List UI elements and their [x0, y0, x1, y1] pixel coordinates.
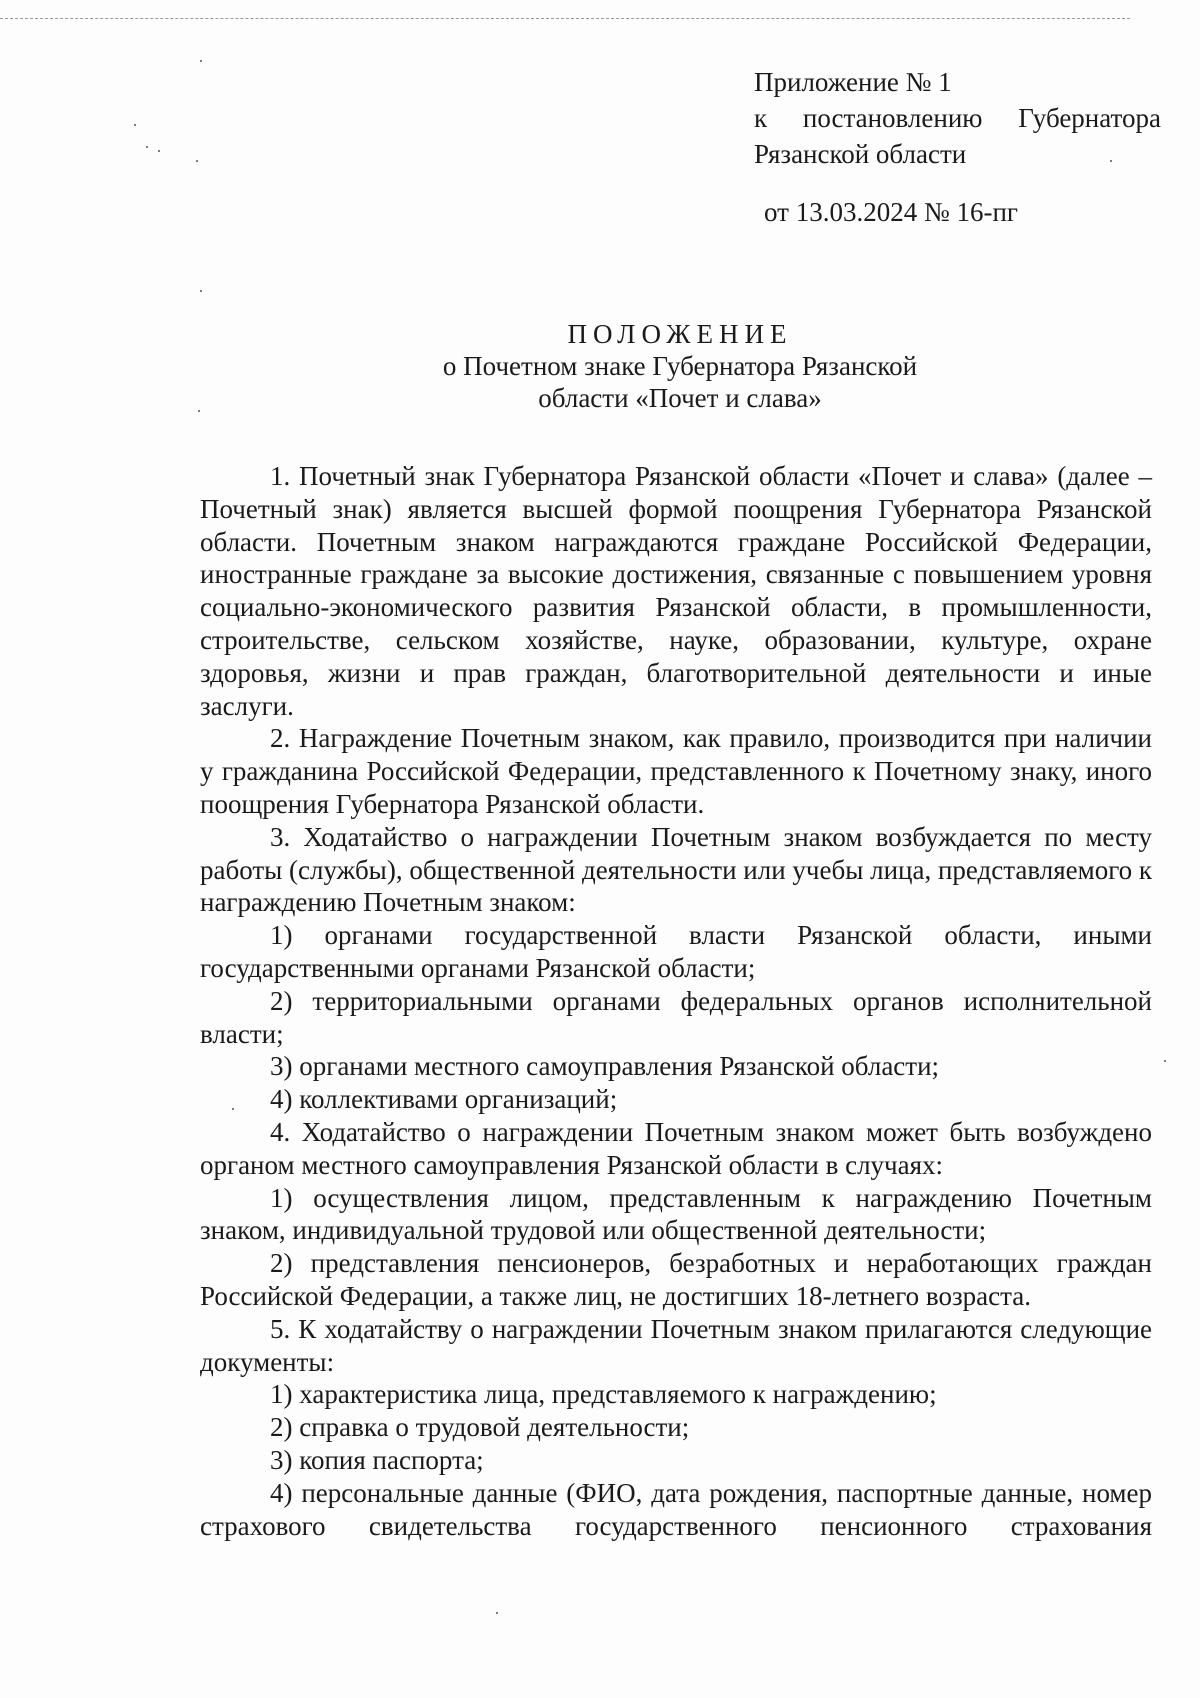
document-body — [200, 460, 1152, 1542]
appendix-word: к — [754, 103, 768, 133]
appendix-line-2 — [754, 100, 1161, 136]
title-subtitle-line-1: о Почетном знаке Губернатора Рязанской — [442, 351, 918, 381]
appendix-word: Губернатора — [1018, 103, 1161, 133]
list-item: 2) представления пенсионеров, безработных и неработающих граждан Российской Федерации, а также лиц, не достигших 18-летнего возраста. — [200, 1248, 1152, 1311]
list-item: 1) осуществления лицом, представленным к награждению Почетным знаком, индивидуальной трудовой или общественной деятельности; — [200, 1182, 1152, 1246]
scan-speck — [496, 1612, 498, 1614]
scan-speck — [134, 124, 136, 126]
list-item: 3) копия паспорта; — [270, 1444, 484, 1475]
scan-border-line — [0, 18, 1130, 19]
paragraph: 5. К ходатайству о награждении Почетным знаком прилагаются следующие документы: — [200, 1313, 1152, 1377]
list-item: 2) территориальными органами федеральных органов исполнительной власти; — [200, 985, 1152, 1049]
list-item: 4) коллективами организаций; — [270, 1084, 618, 1115]
list-item: 4) персональные данные (ФИО, дата рождения, паспортные данные, номер страхового свидетельства государственного пенсионного страхования — [200, 1477, 1152, 1541]
title-heading: ПОЛОЖЕНИЕ — [567, 319, 793, 349]
document-title — [0, 318, 1200, 414]
list-item: 1) органами государственной власти Рязанской области, иными государственными органами Рязанской области; — [200, 920, 1152, 983]
appendix-line-1: Приложение № 1 — [754, 67, 952, 97]
appendix-header — [754, 64, 1174, 230]
scan-speck — [200, 60, 202, 62]
scan-speck — [158, 150, 160, 152]
paragraph: 4. Ходатайство о награждении Почетным знаком может быть возбуждено органом местного самоуправления Рязанской области в случаях: — [200, 1116, 1152, 1180]
list-item: 2) справка о трудовой деятельности; — [270, 1412, 690, 1443]
appendix-line-3: Рязанской области — [754, 139, 967, 169]
scan-speck — [146, 146, 148, 148]
paragraph: 2. Награждение Почетным знаком, как правило, производится при наличии у гражданина Российской Федерации, представленного к Почетному знаку, иного поощрения Губернатора Рязанской области. — [200, 723, 1152, 819]
list-item: 1) характеристика лица, представляемого к награждению; — [270, 1379, 937, 1410]
scan-speck — [1164, 1060, 1166, 1062]
scan-speck — [200, 290, 202, 292]
appendix-word: постановлению — [802, 103, 983, 133]
paragraph: 3. Ходатайство о награждении Почетным знаком возбуждается по месту работы (службы), общественной деятельности или учебы лица, представляемого к награждению Почетным знаком: — [200, 821, 1152, 918]
paragraph: 1. Почетный знак Губернатора Рязанской области «Почет и слава» (далее – Почетный знак) является высшей формой поощрения Губернатора Рязанской области. Почетным знаком награждаются граждане Российской Федерации, иностранные граждане за высокие достижения, связанные с повышением уровня социально-экономического развития Рязанской области, в промышленности, строительстве, сельском хозяйстве, науке, образовании, культуре, охране здоровья, жизни и прав граждан, благотворительной деятельности и иные заслуги. — [200, 461, 1152, 721]
list-item: 3) органами местного самоуправления Рязанской области; — [270, 1051, 940, 1082]
scan-speck — [196, 160, 198, 162]
title-subtitle-line-2: области «Почет и слава» — [538, 383, 822, 413]
appendix-date: от 13.03.2024 № 16-пг — [764, 197, 1018, 227]
